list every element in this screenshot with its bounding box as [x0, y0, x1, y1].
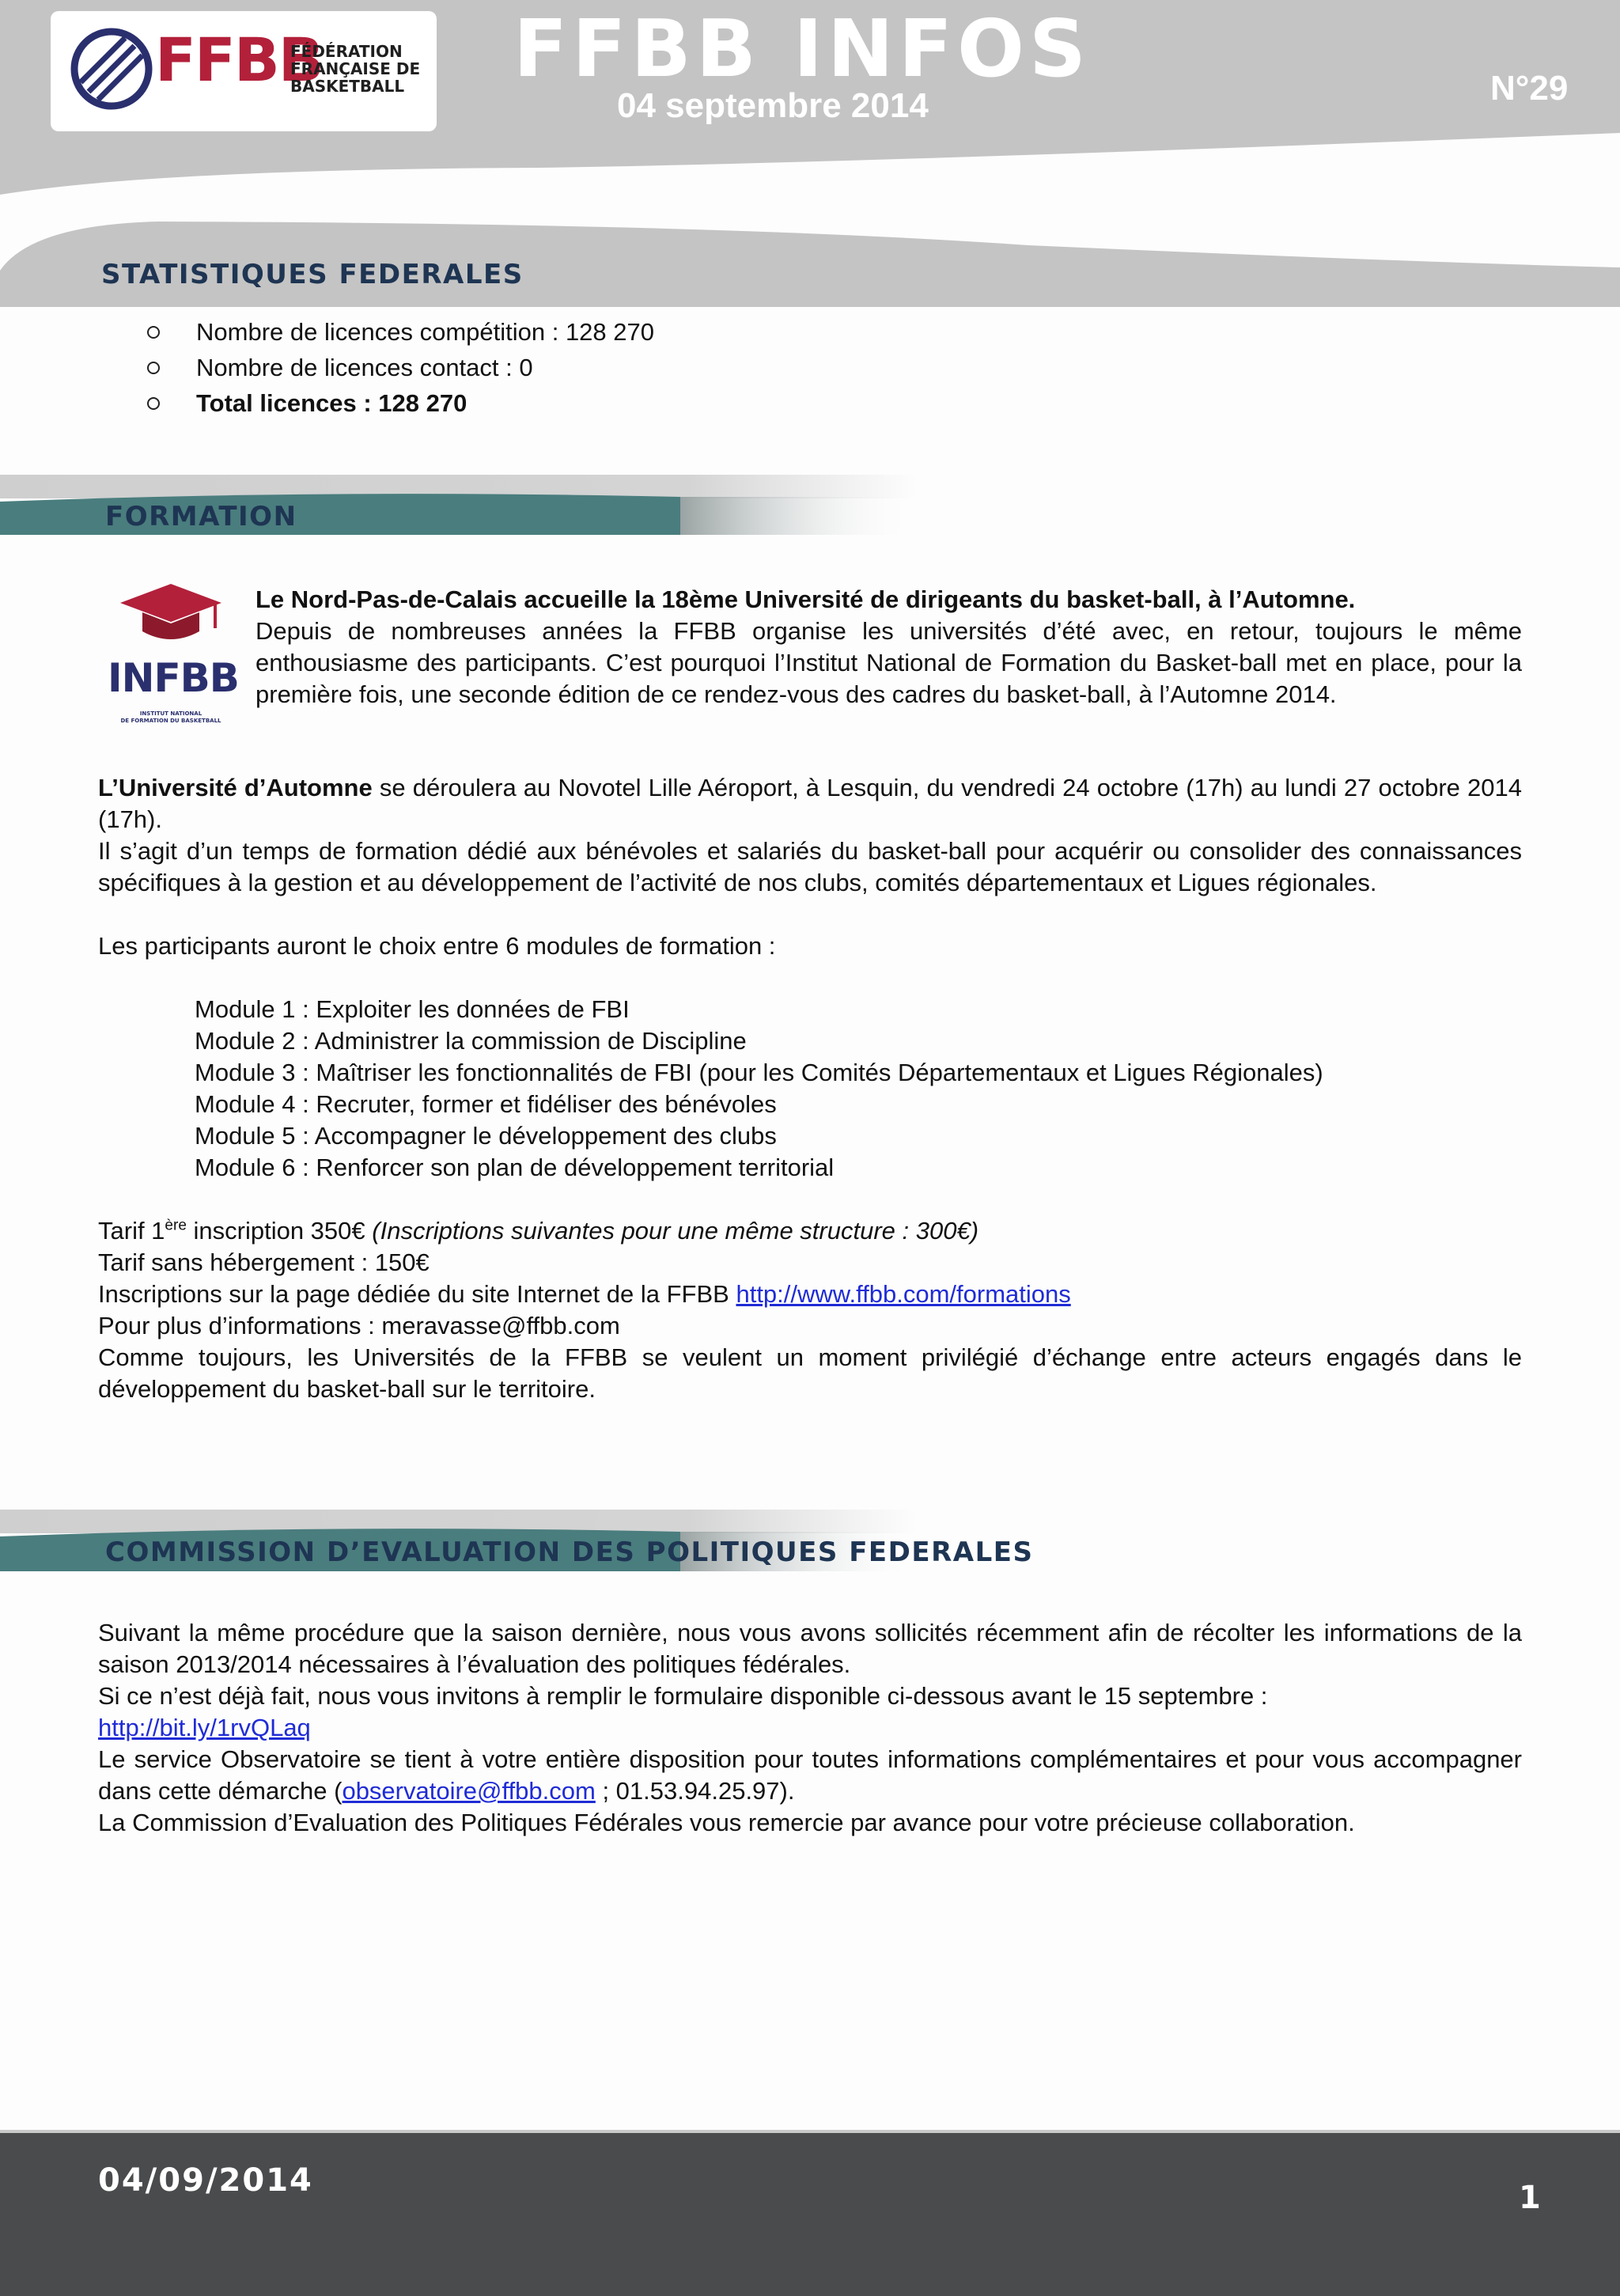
- modules-list: [98, 994, 1522, 1184]
- formation-intro: [255, 584, 1522, 710]
- list-item: Total licences : 128 270: [196, 388, 1383, 423]
- list-item: Nombre de licences contact : 0: [196, 352, 1383, 388]
- formation-heading: FORMATION: [105, 501, 297, 532]
- formation-intro-title: Le Nord-Pas-de-Calais accueille la 18ème Université de dirigeants du basket-ball, à l’Automne.: [255, 585, 1356, 613]
- list-item: Module 2 : Administrer la commission de Discipline: [195, 1027, 747, 1055]
- commission-form-link-line: [98, 1712, 1522, 1744]
- inscriptions-line: Inscriptions sur la page dédiée du site Internet de la FFBB http://www.ffbb.com/formations: [98, 1280, 1071, 1308]
- tarif-no-accommodation: Tarif sans hébergement : 150€: [98, 1248, 430, 1276]
- commission-heading: COMMISSION D’EVALUATION DES POLITIQUES FEDERALES: [105, 1536, 1034, 1568]
- ffbb-logo-wordmark: FFBB: [155, 25, 323, 95]
- form-link[interactable]: http://bit.ly/1rvQLaq: [98, 1714, 311, 1741]
- list-item: Module 6 : Renforcer son plan de développement territorial: [195, 1154, 835, 1181]
- commission-body: [98, 1617, 1522, 1839]
- commission-observatoire: Le service Observatoire se tient à votre entière disposition pour toutes informations complémentaires et pour vous accompagner dans cette démarche (observatoire@ffbb.com ; 01.53.94.25.97).: [98, 1745, 1522, 1805]
- formation-purpose-paragraph: Il s’agit d’un temps de formation dédié aux bénévoles et salariés du basket-ball pour acquérir ou consolider des connaissances spécifiques à la gestion et au développement de l’activité de nos clubs, comités départementaux et Ligues régionales.: [98, 837, 1522, 896]
- observatoire-email-link[interactable]: observatoire@ffbb.com: [342, 1777, 596, 1805]
- infbb-logo-text: INFBB: [108, 655, 239, 701]
- list-item: Module 3 : Maîtriser les fonctionnalités de FBI (pour les Comités Départementaux et Ligues Régionales): [195, 1059, 1323, 1086]
- commission-invite: Si ce n’est déjà fait, nous vous invitons à remplir le formulaire disponible ci-dessous avant le 15 septembre :: [98, 1682, 1268, 1710]
- commission-paragraph: Suivant la même procédure que la saison dernière, nous vous avons sollicités récemment afin de récolter les informations de la saison 2013/2014 nécessaires à l’évaluation des politiques fédérales.: [98, 1619, 1522, 1678]
- footer-bar: [0, 2130, 1620, 2296]
- formations-link[interactable]: http://www.ffbb.com/formations: [736, 1280, 1071, 1308]
- tarif-line: Tarif 1ère inscription 350€ (Inscriptions suivantes pour une même structure : 300€): [98, 1217, 979, 1245]
- formation-dates-paragraph: L’Université d’Automne se déroulera au Novotel Lille Aéroport, à Lesquin, du vendredi 24 octobre (17h) au lundi 27 octobre 2014 (17h).: [98, 774, 1522, 833]
- list-item: Module 1 : Exploiter les données de FBI: [195, 995, 630, 1023]
- formation-closing: Comme toujours, les Universités de la FFBB se veulent un moment privilégié d’échange entre acteurs engagés dans le développement du basket-ball sur le territoire.: [98, 1343, 1522, 1403]
- graduation-cap-icon: [115, 581, 226, 649]
- commission-thanks: La Commission d’Evaluation des Politiques Fédérales vous remercie par avance pour votre précieuse collaboration.: [98, 1809, 1355, 1836]
- list-item: Nombre de licences compétition : 128 270: [196, 316, 1383, 352]
- issue-date: 04 septembre 2014: [617, 86, 929, 125]
- page-number: 1: [1519, 2180, 1541, 2216]
- federation-name: FÉDÉRATION FRANÇAISE DE BASKETBALL: [290, 42, 421, 96]
- stats-list: [196, 316, 1383, 423]
- stats-heading: STATISTIQUES FEDERALES: [101, 259, 524, 290]
- list-item: Module 4 : Recruter, former et fidéliser des bénévoles: [195, 1090, 777, 1118]
- contact-line: Pour plus d’informations : meravasse@ffbb.com: [98, 1312, 620, 1339]
- issue-number: N°29: [1490, 69, 1569, 108]
- newsletter-title: FFBB INFOS: [513, 2, 1092, 95]
- list-item: Module 5 : Accompagner le développement des clubs: [195, 1122, 777, 1150]
- footer-date: 04/09/2014: [98, 2162, 313, 2199]
- formation-intro-body: Depuis de nombreuses années la FFBB organise les universités d’été avec, en retour, toujours le même enthousiasme des participants. C’est pourquoi l’Institut National de Formation du Basket-ball met en place, pour la première fois, une seconde édition de ce rendez-vous des cadres du basket-ball, à l’Automne 2014.: [255, 617, 1522, 708]
- infbb-logo-subtitle: INSTITUT NATIONAL DE FORMATION DU BASKETBALL: [120, 710, 221, 724]
- modules-intro: Les participants auront le choix entre 6 modules de formation :: [98, 932, 776, 960]
- formation-body: [98, 772, 1522, 1405]
